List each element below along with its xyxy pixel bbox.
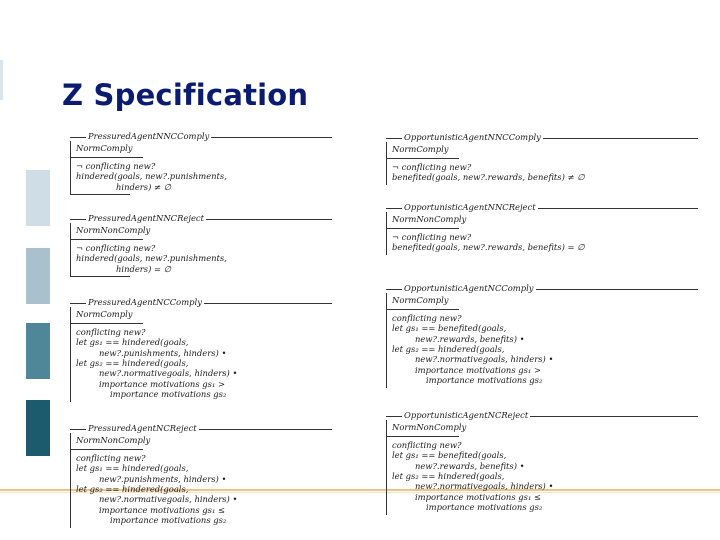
predicate-line: let gs₂ == hindered(goals, — [392, 344, 505, 355]
predicate-line: importance motivations gs₂ — [110, 515, 227, 526]
schema-opportunistic-nc-reject — [386, 410, 698, 515]
predicate-line: conflicting new? — [392, 312, 462, 323]
schema-name: OpportunisticAgentNNCReject — [404, 202, 536, 212]
schema-predicate — [392, 159, 698, 183]
schema-pressured-nc-comply — [70, 297, 332, 402]
schema-decl: NormNonComply — [76, 225, 151, 236]
predicate-line: ¬ conflicting new? — [76, 160, 156, 171]
predicate-line: benefited(goals, new?.rewards, benefits) = ∅ — [392, 242, 585, 253]
schema-bottom-rule — [70, 194, 130, 195]
predicate-line: importance motivations gs₂ — [426, 375, 543, 386]
predicate-line: new?.punishments, hinders) • — [99, 347, 227, 358]
predicate-line: let gs₁ == benefited(goals, — [392, 323, 507, 334]
predicate-line: new?.rewards, benefits) • — [415, 460, 525, 471]
schema-decl: NormComply — [392, 295, 449, 306]
edge-strip — [0, 60, 3, 100]
predicate-line: ¬ conflicting new? — [392, 231, 472, 242]
schema-pressured-nnc-reject — [70, 213, 332, 277]
schema-name: OpportunisticAgentNCReject — [404, 410, 529, 420]
predicate-line: let gs₂ == hindered(goals, — [76, 484, 189, 495]
predicate-line: ¬ conflicting new? — [76, 242, 156, 253]
predicate-line: importance motivations gs₁ ≤ — [99, 504, 225, 515]
schema-predicate — [76, 324, 332, 400]
slide-title: Z Specification — [62, 78, 309, 112]
predicate-line: conflicting new? — [392, 439, 462, 450]
predicate-line: new?.punishments, hinders) • — [99, 473, 227, 484]
schema-name: OpportunisticAgentNNCComply — [404, 132, 541, 142]
schema-decl: NormComply — [392, 144, 449, 155]
predicate-line: new?.normativegoals, hinders) • — [415, 354, 554, 365]
schema-decl: NormNonComply — [76, 435, 151, 446]
schema-predicate — [76, 450, 332, 526]
schema-decl: NormNonComply — [392, 214, 467, 225]
predicate-line: hindered(goals, new?.punishments, — [76, 171, 227, 182]
schema-pressured-nc-reject — [70, 423, 332, 528]
predicate-line: hinders) = ∅ — [116, 263, 171, 274]
predicate-line: let gs₂ == hindered(goals, — [392, 471, 505, 482]
predicate-line: ¬ conflicting new? — [392, 161, 472, 172]
predicate-line: let gs₂ == hindered(goals, — [76, 358, 189, 369]
schema-decl: NormComply — [76, 143, 133, 154]
schema-name: OpportunisticAgentNCComply — [404, 283, 534, 293]
predicate-line: conflicting new? — [76, 326, 146, 337]
predicate-line: importance motivations gs₁ ≤ — [415, 491, 541, 502]
schema-name: PressuredAgentNNCReject — [88, 213, 204, 223]
predicate-line: importance motivations gs₁ > — [415, 364, 541, 375]
schema-predicate — [76, 158, 332, 192]
predicate-line: benefited(goals, new?.rewards, benefits) ≠ ∅ — [392, 172, 585, 183]
predicate-line: new?.normativegoals, hinders) • — [99, 494, 238, 505]
accent-block — [26, 323, 50, 379]
schema-opportunistic-nnc-reject — [386, 202, 698, 255]
schema-bottom-rule — [70, 276, 130, 277]
accent-block — [26, 170, 50, 226]
predicate-line: hinders) ≠ ∅ — [116, 181, 171, 192]
schema-opportunistic-nc-comply — [386, 283, 698, 388]
schema-pressured-nnc-comply — [70, 131, 332, 195]
predicate-line: importance motivations gs₂ — [110, 389, 227, 400]
schema-opportunistic-nnc-comply — [386, 132, 698, 185]
predicate-line: new?.normativegoals, hinders) • — [99, 368, 238, 379]
accent-block — [26, 400, 50, 456]
predicate-line: new?.normativegoals, hinders) • — [415, 481, 554, 492]
schema-name: PressuredAgentNCComply — [88, 297, 202, 307]
schema-decl: NormNonComply — [392, 422, 467, 433]
schema-name: PressuredAgentNCReject — [88, 423, 197, 433]
schema-name: PressuredAgentNNCComply — [88, 131, 210, 141]
schema-predicate — [392, 437, 698, 513]
predicate-line: let gs₁ == hindered(goals, — [76, 337, 189, 348]
predicate-line: new?.rewards, benefits) • — [415, 333, 525, 344]
predicate-line: let gs₁ == benefited(goals, — [392, 450, 507, 461]
accent-block — [26, 248, 50, 304]
schema-predicate — [76, 240, 332, 274]
predicate-line: importance motivations gs₂ — [426, 502, 543, 513]
predicate-line: conflicting new? — [76, 452, 146, 463]
predicate-line: hindered(goals, new?.punishments, — [76, 253, 227, 264]
schema-predicate — [392, 310, 698, 386]
predicate-line: importance motivations gs₁ > — [99, 378, 225, 389]
schema-decl: NormComply — [76, 309, 133, 320]
predicate-line: let gs₁ == hindered(goals, — [76, 463, 189, 474]
schema-predicate — [392, 229, 698, 253]
